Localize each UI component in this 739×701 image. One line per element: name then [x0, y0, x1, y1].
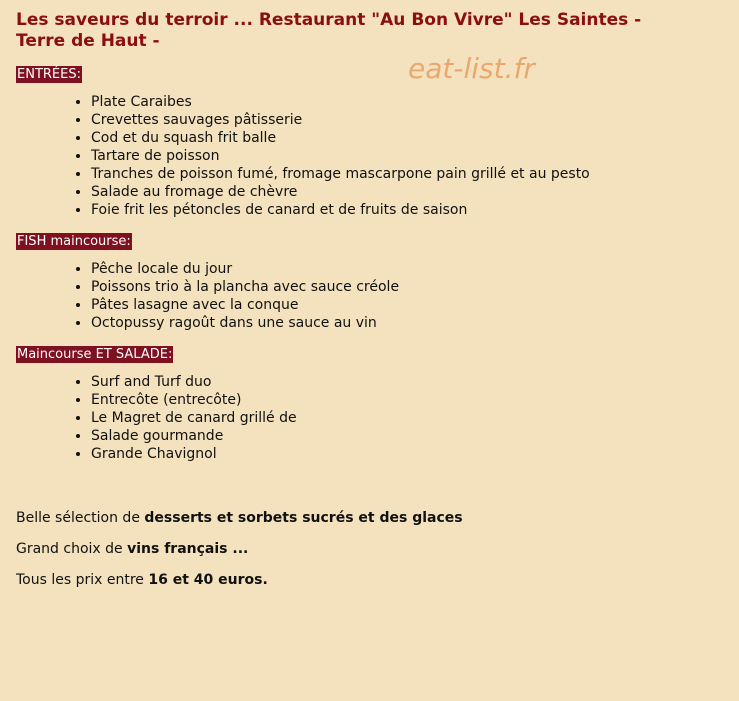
desserts-note	[16, 509, 716, 527]
list-item: • Le Magret de canard grillé de	[91, 409, 716, 427]
list-item: • Grande Chavignol	[91, 445, 716, 463]
list-item: • Crevettes sauvages pâtisserie	[91, 111, 716, 129]
list-item: • Poissons trio à la plancha avec sauce créole	[91, 278, 716, 296]
desserts-highlight: desserts et sorbets sucrés et des glaces	[144, 510, 463, 526]
watermark-logo: eat-list.fr	[408, 52, 535, 85]
section-label-maincourse: Maincourse ET SALADE:	[17, 347, 173, 362]
list-item: • Tranches de poisson fumé, fromage mascarpone pain grillé et au pesto	[91, 165, 716, 183]
fish-list	[16, 260, 716, 332]
section-maincourse	[16, 343, 716, 463]
prices-note	[16, 571, 716, 589]
list-item: • Plate Caraibes	[91, 93, 716, 111]
list-item: • Salade au fromage de chèvre	[91, 183, 716, 201]
maincourse-list	[16, 373, 716, 463]
list-item: • Octopussy ragoût dans une sauce au vin	[91, 314, 716, 332]
list-item: • Foie frit les pétoncles de canard et de fruits de saison	[91, 201, 716, 219]
section-entrees	[16, 63, 716, 219]
list-item: • Salade gourmande	[91, 427, 716, 445]
wines-prefix: Grand choix de	[16, 541, 128, 557]
list-item: • Entrecôte (entrecôte)	[91, 391, 716, 409]
list-item: • Surf and Turf duo	[91, 373, 716, 391]
section-label-fish: FISH maincourse:	[17, 234, 131, 249]
prices-highlight: 16 et 40 euros.	[148, 572, 268, 588]
list-item: • Cod et du squash frit balle	[91, 129, 716, 147]
section-fish	[16, 230, 716, 332]
desserts-prefix: Belle sélection de	[16, 510, 145, 526]
section-label-entrees: ENTRÉES:	[17, 67, 81, 82]
menu-page	[16, 10, 716, 589]
wines-highlight: vins français ...	[127, 541, 249, 557]
list-item: • Tartare de poisson	[91, 147, 716, 165]
list-item: • Pâtes lasagne avec la conque	[91, 296, 716, 314]
prices-prefix: Tous les prix entre	[16, 572, 149, 588]
list-item: • Pêche locale du jour	[91, 260, 716, 278]
wines-note	[16, 540, 716, 558]
page-title: Les saveurs du terroir ... Restaurant "Au Bon Vivre" Les Saintes - Terre de Haut -	[16, 10, 642, 51]
entrees-list	[16, 93, 716, 219]
